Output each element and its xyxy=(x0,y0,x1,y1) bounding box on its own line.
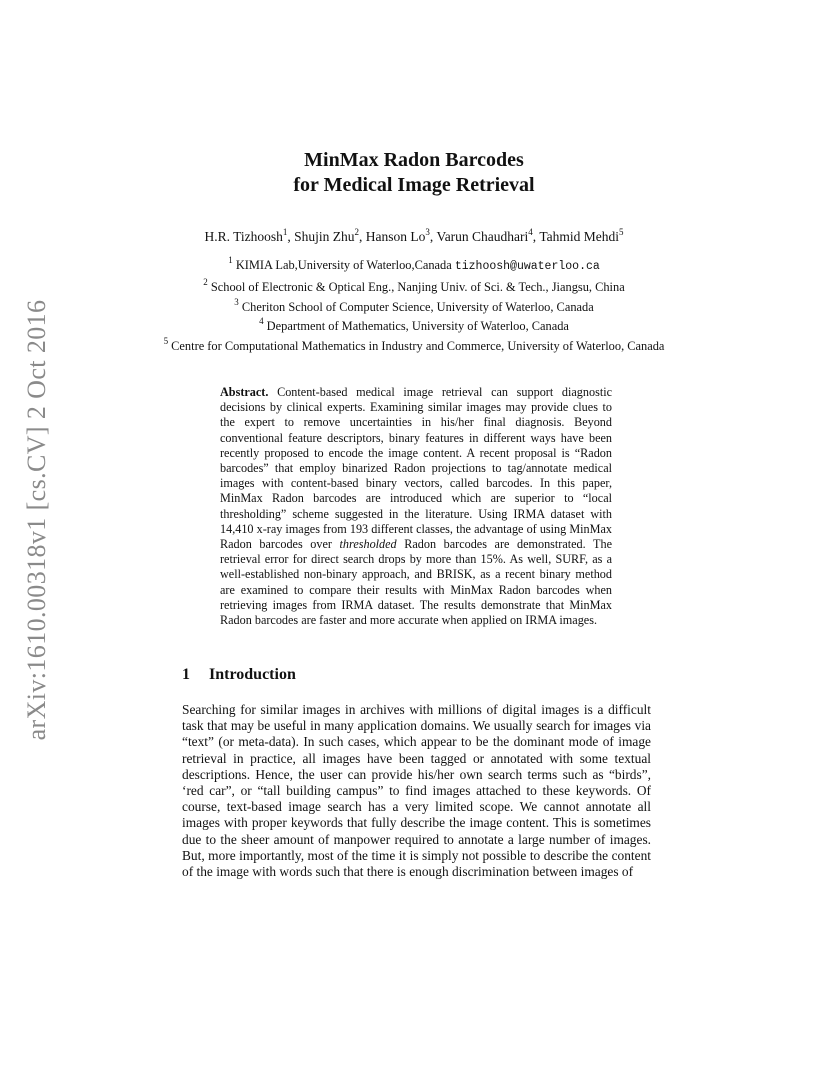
abstract-text: Content-based medical image retrieval can support diagnostic decisions by clinical experts. Examining similar images may provide clues to the expert to remove uncertainties in his/her final diagnosis. Beyond conventional feature descriptors, binary features in different ways have been recently proposed to encode the image content. A recent proposal is “Radon barcodes” that employ binarized Radon projections to tag/annotate medical images with content-based binary vectors, called barcodes. In this paper, MinMax Radon barcodes are introduced which are superior to “local thresholding” scheme suggested in the literature. Using IRMA dataset with 14,410 x-ray images from 193 different classes, the advantage of using MinMax Radon barcodes over xyxy=(220,385,613,552)
author-sup: 2 xyxy=(354,227,360,237)
author-list: H.R. Tizhoosh$^1$, Shujin Zhu$^2$, Hanson Lo$^3$, Varun Chaudhari$^4$, Tahmid Mehdi$^5$ xyxy=(204,227,624,244)
affiliation-sup: 5 xyxy=(163,336,169,347)
author-name: H.R. Tizhoosh xyxy=(204,229,283,244)
affiliation-item xyxy=(150,295,678,315)
email-link[interactable]: tizhoosh@uwaterloo.ca xyxy=(454,260,600,273)
section-heading xyxy=(182,666,296,684)
author-name: Shujin Zhu xyxy=(294,229,355,244)
title-line-1: MinMax Radon Barcodes xyxy=(304,149,524,171)
section-number: 1 xyxy=(182,666,190,683)
affiliation-item xyxy=(150,275,678,295)
author-name: Tahmid Mehdi xyxy=(539,229,619,244)
affiliation-sup: 1 xyxy=(228,255,233,265)
affiliation-sup: 3 xyxy=(234,296,239,307)
abstract-italic-term: thresholded xyxy=(339,537,397,552)
author-name: Hanson Lo xyxy=(365,229,426,244)
affiliation-text: Centre for Computational Mathematics in Industry and Commerce, University of Waterloo, Canada xyxy=(171,339,665,354)
author-name: Varun Chaudhari xyxy=(436,229,529,244)
author-sup: 5 xyxy=(618,227,624,237)
affiliation-text: Cheriton School of Computer Science, University of Waterloo, Canada xyxy=(241,299,594,314)
abstract-text-continued: Radon barcodes are demonstrated. The retrieval error for direct search drops by more than 15%. As well, SURF, as a well-established non-binary approach, and BRISK, as a recent binary method are examined to compare their results with MinMax Radon barcodes when retrieving images from IRMA dataset. The results demonstrate that MinMax Radon barcodes are faster and more accurate when applied on IRMA images. xyxy=(220,537,613,628)
author-sup: 4 xyxy=(528,227,533,237)
affiliation-text: School of Electronic & Optical Eng., Nanjing Univ. of Sci. & Tech., Jiangsu, China xyxy=(210,279,625,294)
affiliation-text: Department of Mathematics, University of Waterloo, Canada xyxy=(266,319,569,334)
title-line-2: for Medical Image Retrieval xyxy=(293,174,535,196)
abstract-label: Abstract. xyxy=(220,385,269,399)
author-sup: 3 xyxy=(425,227,430,237)
affiliation-sup: 2 xyxy=(203,276,208,287)
author-sup: 1 xyxy=(282,227,288,237)
affiliation-sup: 4 xyxy=(259,316,264,327)
abstract xyxy=(220,385,612,628)
arxiv-stamp: arXiv:1610.00318v1 [cs.CV] 2 Oct 2016 xyxy=(22,299,51,741)
affiliation-text: KIMIA Lab,University of Waterloo,Canada xyxy=(235,258,452,272)
intro-body xyxy=(182,702,651,880)
affiliation-item xyxy=(150,314,678,334)
affiliation-list xyxy=(150,253,678,354)
affiliation-item xyxy=(150,334,678,354)
affiliation-item xyxy=(150,253,678,275)
section-title: Introduction xyxy=(209,666,296,683)
paper-title xyxy=(0,148,828,198)
intro-paragraph: Searching for similar images in archives with millions of digital images is a difficult task that may be useful in many application domains. We usually search for images via “text” (or meta-data). In such cases, which appear to be the dominant mode of image retrieval in practice, all images have been tagged or annotated with some textual descriptions. Hence, the user can provide his/her own search terms such as “birds”, ‘red car”, or “tall building campus” to find images attached to these keywords. Of course, text-based image search has a very limited scope. We cannot annotate all images with proper keywords that fully describe the image content. This is sometimes due to the sheer amount of manpower required to annotate a large number of images. But, more importantly, most of the time it is simply not possible to describe the content of the image with words such that there is enough discrimination between images of xyxy=(182,702,651,880)
